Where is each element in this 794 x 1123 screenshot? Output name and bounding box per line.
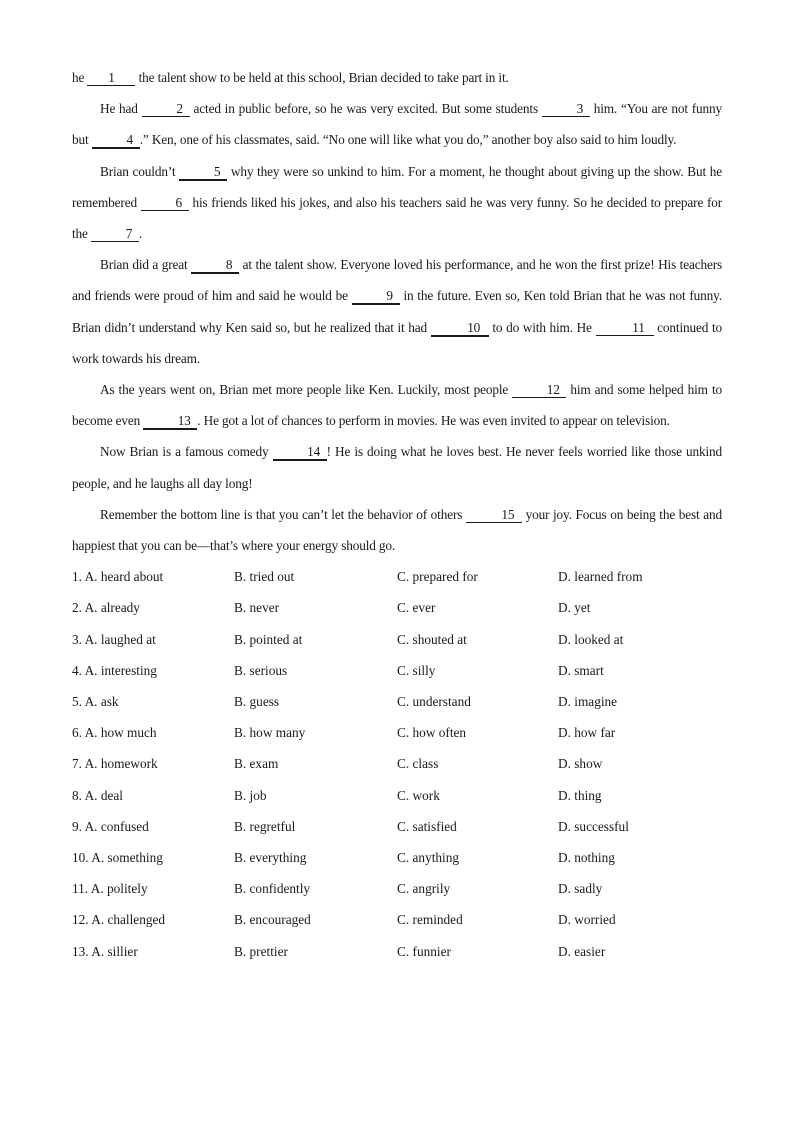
- option-d: D. yet: [558, 600, 591, 616]
- passage-text: why they were so unkind to him. For a moment, he thought about giving up the show. But he remembered: [72, 163, 723, 210]
- option-b: B. exam: [234, 756, 279, 772]
- option-b: B. tried out: [234, 569, 295, 585]
- option-c: C. prepared for: [397, 569, 478, 585]
- question-12-options: [72, 904, 722, 935]
- passage-text: acted in public before, so he was very excited. But some students: [189, 101, 542, 117]
- passage-text: his friends liked his jokes, and also his teachers said he was very funny. So he decided to prepare for the: [72, 194, 722, 242]
- option-a: 11. A. politely: [72, 881, 148, 897]
- blank-1: 1: [87, 71, 135, 86]
- passage-text: at the talent show. Everyone loved his performance, and he won the first prize! His teachers and friends were proud of him and said he would be: [72, 257, 723, 304]
- question-6-options: [72, 717, 722, 748]
- passage-text: him. “You are not funny but: [72, 101, 722, 148]
- option-a: 6. A. how much: [72, 725, 157, 741]
- option-b: B. how many: [234, 725, 306, 741]
- passage-text: .: [138, 226, 143, 242]
- question-1-options: [72, 561, 722, 592]
- blank-7: 7: [91, 227, 139, 242]
- question-10-options: [72, 842, 722, 873]
- blank-12: 12: [512, 383, 566, 398]
- option-d: D. imagine: [558, 694, 618, 709]
- option-d: D. looked at: [558, 631, 624, 647]
- passage-text: As the years went on, Brian met more people like Ken. Luckily, most people: [100, 382, 513, 398]
- option-c: C. satisfied: [397, 818, 457, 834]
- paragraph-2: [72, 93, 722, 155]
- option-a: 3. A. laughed at: [72, 631, 156, 647]
- cloze-passage: [72, 62, 722, 561]
- option-a: 10. A. something: [72, 849, 163, 865]
- option-d: D. easier: [558, 943, 606, 959]
- option-a: 2. A. already: [72, 600, 140, 616]
- option-d: D. sadly: [558, 881, 603, 897]
- blank-15: 15: [466, 508, 522, 523]
- blank-6: 6: [141, 196, 189, 211]
- question-3-options: [72, 624, 722, 655]
- option-a: 7. A. homework: [72, 756, 158, 772]
- option-c: C. silly: [397, 662, 436, 678]
- option-c: C. ever: [397, 600, 436, 616]
- option-b: B. prettier: [234, 943, 288, 959]
- option-a: 4. A. interesting: [72, 662, 157, 678]
- option-a: 5. A. ask: [72, 694, 119, 709]
- option-a: 13. A. sillier: [72, 943, 138, 959]
- option-a: 8. A. deal: [72, 787, 123, 803]
- question-8-options: [72, 780, 722, 811]
- passage-text: continued to work towards his dream.: [72, 319, 722, 366]
- option-c: C. funnier: [397, 943, 451, 959]
- blank-5: 5: [179, 165, 227, 181]
- paragraph-3: [72, 156, 722, 250]
- blank-11: 11: [596, 321, 654, 336]
- option-c: C. how often: [397, 725, 467, 741]
- passage-text: Brian couldn’t: [100, 163, 180, 179]
- passage-text: to do with him. He: [488, 319, 596, 335]
- option-d: D. show: [558, 756, 603, 772]
- option-d: D. thing: [558, 787, 602, 803]
- question-4-options: [72, 655, 722, 686]
- passage-text: ! He is doing what he loves best. He never feels worried like those unkind people, and he laughs all day long!: [72, 444, 723, 491]
- answer-options: [72, 561, 722, 966]
- option-c: C. class: [397, 756, 439, 772]
- passage-text: . He got a lot of chances to perform in movies. He was even invited to appear on television.: [197, 413, 670, 429]
- option-a: 1. A. heard about: [72, 569, 164, 585]
- paragraph-7: [72, 499, 722, 561]
- question-7-options: [72, 748, 722, 779]
- question-9-options: [72, 811, 722, 842]
- option-c: C. understand: [397, 694, 471, 709]
- option-d: D. how far: [558, 725, 616, 741]
- exam-page: [72, 62, 722, 967]
- option-b: B. encouraged: [234, 912, 311, 928]
- paragraph-4: [72, 249, 722, 374]
- option-b: B. guess: [234, 694, 280, 709]
- blank-13: 13: [143, 414, 197, 430]
- blank-8: 8: [191, 258, 239, 274]
- option-a: 9. A. confused: [72, 818, 149, 834]
- passage-text: Brian did a great: [100, 257, 192, 273]
- question-2-options: [72, 592, 722, 623]
- option-c: C. work: [397, 787, 440, 803]
- passage-text: Now Brian is a famous comedy: [100, 444, 273, 460]
- option-b: B. never: [234, 600, 280, 616]
- option-d: D. nothing: [558, 849, 615, 865]
- paragraph-5: [72, 374, 722, 436]
- passage-text: he: [72, 70, 88, 85]
- passage-text: .” Ken, one of his classmates, said. “No one will like what you do,” another boy also said to him loudly.: [139, 132, 677, 148]
- option-d: D. successful: [558, 818, 629, 834]
- blank-2: 2: [142, 102, 190, 117]
- option-b: B. serious: [234, 662, 288, 678]
- option-b: B. confidently: [234, 881, 311, 897]
- question-5-options: [72, 686, 722, 717]
- option-b: B. job: [234, 787, 267, 803]
- option-c: C. angrily: [397, 881, 451, 897]
- passage-text: Remember the bottom line is that you can’t let the behavior of others: [100, 506, 466, 522]
- option-d: D. learned from: [558, 569, 643, 585]
- blank-10: 10: [431, 321, 489, 337]
- passage-text: in the future. Even so, Ken told Brian that he was not funny. Brian didn’t understand why Ken said so, but he realized that it had: [72, 288, 722, 335]
- passage-text: He had: [100, 101, 142, 117]
- blank-3: 3: [542, 102, 590, 117]
- blank-4: 4: [92, 133, 140, 149]
- option-c: C. shouted at: [397, 631, 467, 647]
- option-c: C. anything: [397, 849, 460, 865]
- paragraph-6: [72, 436, 722, 498]
- paragraph-1: [72, 62, 722, 93]
- passage-text: the talent show to be held at this school, Brian decided to take part in it.: [135, 70, 509, 85]
- option-d: D. smart: [558, 662, 604, 678]
- passage-text: your joy. Focus on being the best and happiest that you can be—that’s where your energy should go.: [72, 506, 722, 554]
- blank-9: 9: [352, 289, 400, 305]
- question-13-options: [72, 936, 722, 967]
- option-b: B. pointed at: [234, 631, 303, 647]
- option-b: B. everything: [234, 849, 307, 865]
- option-a: 12. A. challenged: [72, 912, 166, 928]
- option-d: D. worried: [558, 912, 616, 928]
- blank-14: 14: [273, 445, 327, 461]
- option-c: C. reminded: [397, 912, 463, 928]
- passage-text: him and some helped him to become even: [72, 382, 722, 429]
- option-b: B. regretful: [234, 818, 296, 834]
- question-11-options: [72, 873, 722, 904]
